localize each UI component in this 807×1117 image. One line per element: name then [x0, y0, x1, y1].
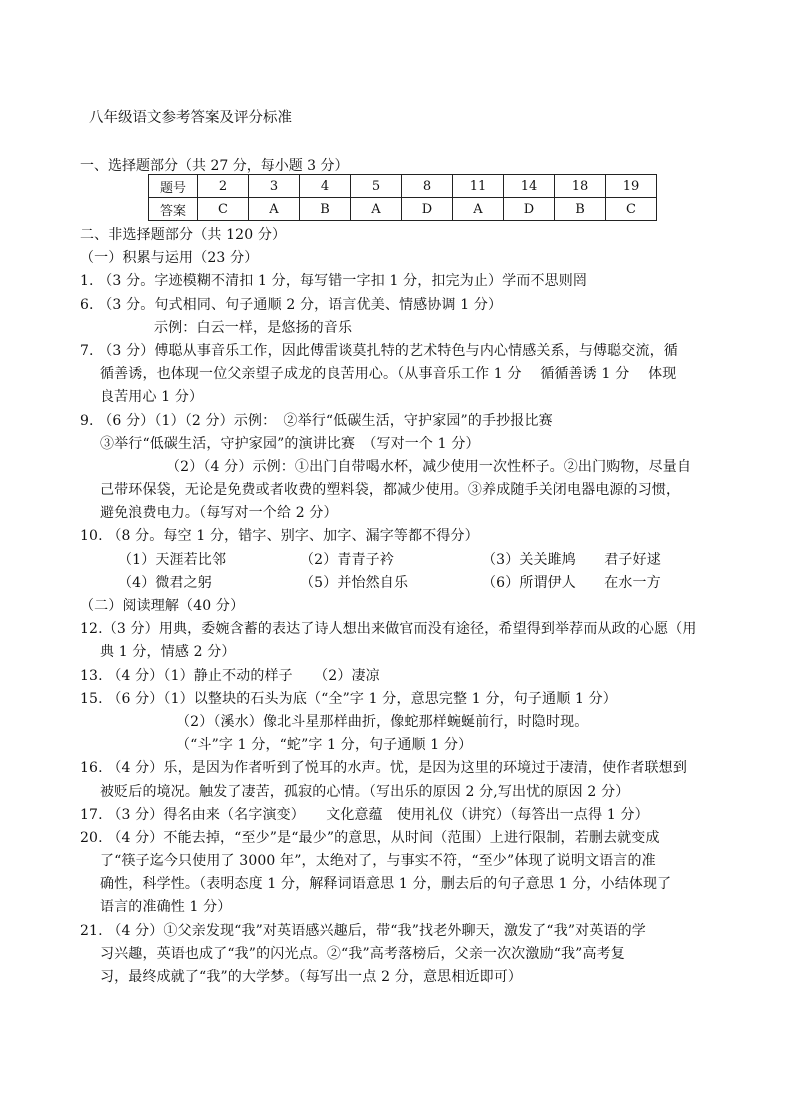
answer-line: 习兴趣，英语也成了“我”的闪光点。②“我”高考落榜后，父亲一次次激励“我”高考复 — [100, 945, 625, 962]
answer-line: 15. （6 分）（1）以整块的石头为底（“全”字 1 分，意思完整 1 分，句子通顺 1 分） — [80, 690, 617, 707]
table-cell: 8 — [402, 175, 453, 198]
table-cell: A — [453, 198, 504, 221]
answer-table — [148, 174, 657, 221]
answer-line: 10. （8 分。每空 1 分，错字、别字、加字、漏字等都不得分） — [80, 528, 479, 545]
table-cell: 5 — [351, 175, 402, 198]
table-row-answers — [149, 198, 657, 221]
table-cell: 2 — [198, 175, 249, 198]
table-row-numbers — [149, 175, 657, 198]
answer-line: 7. （3 分）傅聪从事音乐工作，因此傅雷谈莫扎特的艺术特色与内心情感关系，与傅聪交流，循 — [80, 342, 678, 359]
answer-line: 典 1 分，情感 2 分） — [100, 644, 236, 661]
answer-line: 12.（3 分）用典，委婉含蓄的表达了诗人想出来做官而没有途径，希望得到举荐而从政的心愿（用 — [80, 621, 697, 638]
table-cell: 4 — [300, 175, 351, 198]
answer-line: 被贬后的境况。触发了凄苦，孤寂的心情。（写出乐的原因 2 分,写出忧的原因 2 分） — [100, 783, 630, 800]
answer-line: （2）（溪水）像北斗星那样曲折，像蛇那样蜿蜒前行，时隐时现。 — [176, 713, 589, 730]
table-cell: A — [249, 198, 300, 221]
subsection-heading: （一）积累与运用（23 分） — [80, 250, 259, 267]
table-cell: 14 — [504, 175, 555, 198]
poem-answer: （3）关关雎鸠 君子好逑 — [482, 551, 661, 568]
answer-line: 1. （3 分。字迹模糊不清扣 1 分，每写错一字扣 1 分，扣完为止）学而不思则罔 — [80, 273, 588, 290]
table-cell: 18 — [555, 175, 606, 198]
section-heading-nonchoice: 二、非选择题部分（共 120 分） — [80, 227, 287, 243]
table-cell: A — [351, 198, 402, 221]
table-row-label: 答案 — [149, 198, 198, 221]
poem-answer: （1）天涯若比邻 — [118, 551, 227, 568]
poem-answer: （4）微君之躬 — [118, 574, 212, 591]
answer-line: 循善诱，也体现一位父亲望子成龙的良苦用心。（从事音乐工作 1 分 循循善诱 1 分 体现 — [100, 366, 677, 383]
table-cell: D — [504, 198, 555, 221]
answer-body — [80, 224, 720, 989]
answer-line: （2）（4 分）示例：①出门自带喝水杯，减少使用一次性杯子。②出门购物，尽量自 — [166, 458, 692, 475]
answer-line: ③举行“低碳生活，守护家园”的演讲比赛 （写对一个 1 分） — [100, 435, 480, 452]
poem-answer-row — [80, 549, 720, 572]
section-heading-choice: 一、选择题部分（共 27 分，每小题 3 分） — [80, 158, 349, 174]
answer-line: 17. （3 分）得名由来（名字演变） 文化意蕴 使用礼仪（讲究）（每答出一点得 1 分） — [80, 806, 649, 823]
subsection-heading: （二）阅读理解（40 分） — [80, 598, 245, 614]
answer-line: 语言的准确性 1 分） — [100, 899, 232, 916]
answer-line: 13. （4 分）（1）静止不动的样子 （2）凄凉 — [80, 667, 380, 684]
answer-line: 16. （4 分）乐，是因为作者听到了悦耳的水声。忧，是因为这里的环境过于凄清，使作者联想到 — [80, 760, 687, 777]
table-cell: 19 — [606, 175, 657, 198]
table-cell: C — [198, 198, 249, 221]
table-cell: 3 — [249, 175, 300, 198]
table-cell: B — [300, 198, 351, 221]
answer-line: 20. （4 分）不能去掉，“至少”是“最少”的意思，从时间（范围）上进行限制，若删去就变成 — [80, 829, 660, 846]
document-title: 八年级语文参考答案及评分标准 — [89, 110, 292, 126]
answer-line: 己带环保袋，无论是免费或者收费的塑料袋，都减少使用。③养成随手关闭电器电源的习惯， — [100, 482, 681, 499]
answer-line: 示例：白云一样，是悠扬的音乐 — [154, 319, 353, 336]
answer-line: 6. （3 分。句式相同、句子通顺 2 分，语言优美、情感协调 1 分） — [80, 296, 503, 313]
answer-line: 9. （6 分）（1）（2 分）示例： ②举行“低碳生活，守护家园”的手抄报比赛 — [80, 412, 553, 429]
table-cell: C — [606, 198, 657, 221]
answer-line: 确性，科学性。（表明态度 1 分，解释词语意思 1 分，删去后的句子意思 1 分，小结体现了 — [100, 876, 672, 893]
table-cell: B — [555, 198, 606, 221]
poem-answer-row — [80, 572, 720, 595]
poem-answer: （2）青青子衿 — [300, 551, 394, 568]
answer-line: 习，最终成就了“我”的大学梦。（每写出一点 2 分，意思相近即可） — [100, 969, 523, 985]
answer-line: 避免浪费电力。（每写对一个给 2 分） — [100, 505, 338, 522]
answer-line: 了“筷子迄今只使用了 3000 年”，太绝对了，与事实不符，“至少”体现了说明文语言的准 — [100, 853, 656, 870]
table-cell: 11 — [453, 175, 504, 198]
table-row-label: 题号 — [149, 175, 198, 198]
answer-line: 21. （4 分）①父亲发现“我”对英语感兴趣后，带“我”找老外聊天，激发了“我”对英语的学 — [80, 922, 646, 939]
answer-line: （“斗”字 1 分，“蛇”字 1 分，句子通顺 1 分） — [176, 737, 473, 754]
poem-answer: （6）所谓伊人 在水一方 — [482, 574, 661, 591]
answer-line: 良苦用心 1 分） — [100, 389, 204, 406]
table-cell: D — [402, 198, 453, 221]
poem-answer: （5）并怡然自乐 — [300, 574, 409, 591]
